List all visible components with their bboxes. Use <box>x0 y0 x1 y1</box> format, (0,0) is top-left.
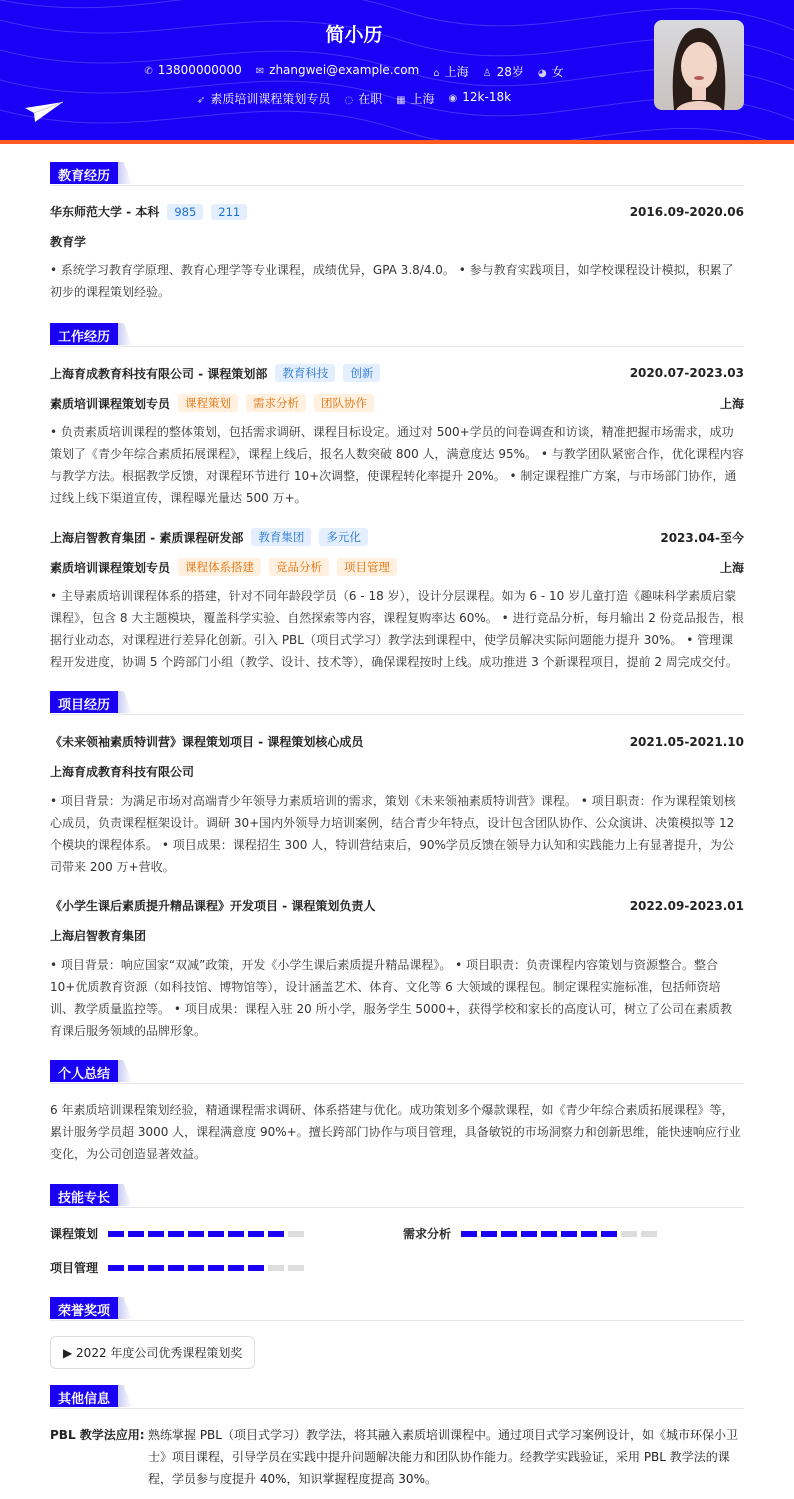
header-accent-bar <box>0 140 794 144</box>
skill-level-bar <box>461 1231 657 1237</box>
target-city: 上海 <box>410 92 435 106</box>
role: 素质培训课程策划专员 <box>50 396 171 411</box>
job-intent-row <box>0 90 708 107</box>
skill-segment <box>208 1231 224 1237</box>
section-awards: 荣誉奖项 <box>50 1297 744 1321</box>
skill-segment <box>228 1265 244 1271</box>
project-org: 上海育成教育科技有限公司 <box>50 765 195 779</box>
tag: 211 <box>211 204 247 220</box>
tag: 创新 <box>343 364 380 382</box>
other-label: PBL 教学法应用: <box>50 1428 145 1442</box>
tag: 课程体系搭建 <box>178 558 261 576</box>
skill-segment <box>148 1265 164 1271</box>
gender: 女 <box>551 65 564 79</box>
email: zhangwei@example.com <box>269 63 420 77</box>
target-job: 素质培训课程策划专员 <box>210 92 331 106</box>
tag: 课程策划 <box>178 394 238 412</box>
education-header <box>50 203 744 220</box>
skill-segment <box>481 1231 497 1237</box>
resume-header <box>0 0 794 140</box>
phone-icon: ✆ <box>144 66 153 77</box>
tag: 多元化 <box>319 528 368 546</box>
period: 2023.04-至今 <box>660 530 744 545</box>
skill-segment <box>288 1231 304 1237</box>
skill-segment <box>188 1231 204 1237</box>
skill-segment <box>188 1265 204 1271</box>
status-icon: ◌ <box>344 95 354 106</box>
contact-row <box>0 63 708 80</box>
skill-level-bar <box>108 1231 304 1237</box>
skill-segment <box>128 1265 144 1271</box>
age: 28岁 <box>496 65 524 79</box>
work-desc: • 主导素质培训课程体系的搭建，针对不同年龄段学员（6 - 18 岁），设计分层课程。如为 6 - 10 岁儿童打造《趣味科学素质启蒙课程》，包含 8 大主题模块，覆盖科学实验、自然探索等内容，课程复购率达 60%。 • 进行竞品分析，每月输出 2 份竞品报告，根据行业动态，对课程进行差异化创新。引入 PBL（项目式学习）教学法到课程中，使学员解决实际问题能力提升 30%。 • 管理课程开发进度，协调 5 个跨部门小组（教学、设计、技术等），确保课程按时上线。成功推进 3 个新课程项目，提前 2 周完成交付。 <box>50 589 744 669</box>
major: 教育学 <box>50 235 87 249</box>
skill-segment <box>208 1265 224 1271</box>
salary-icon: ◉ <box>448 93 458 104</box>
other-info-item <box>50 1424 744 1490</box>
tag: 项目管理 <box>337 558 397 576</box>
tag: 教育集团 <box>251 528 311 546</box>
city: 上海 <box>444 65 469 79</box>
skill-segment <box>128 1231 144 1237</box>
skill-segment <box>501 1231 517 1237</box>
job-status: 在职 <box>358 92 383 106</box>
age-icon: ♙ <box>482 68 492 79</box>
candidate-name: 简小历 <box>325 24 383 46</box>
skill-name: 课程策划 <box>50 1227 99 1241</box>
skill-segment <box>521 1231 537 1237</box>
section-summary: 个人总结 <box>50 1060 744 1084</box>
phone: 13800000000 <box>157 63 242 77</box>
mail-icon: ✉ <box>255 66 265 77</box>
section-other: 其他信息 <box>50 1385 744 1409</box>
school: 华东师范大学 - 本科 <box>50 205 160 219</box>
skill-segment <box>168 1265 184 1271</box>
skill-segment <box>108 1265 124 1271</box>
work-header <box>50 528 744 546</box>
skill-segment <box>581 1231 597 1237</box>
period: 2020.07-2023.03 <box>629 366 744 380</box>
role: 素质培训课程策划专员 <box>50 560 171 575</box>
project-org: 上海启智教育集团 <box>50 929 147 943</box>
send-icon: ➶ <box>196 95 206 106</box>
skill-segment <box>148 1231 164 1237</box>
company: 上海启智教育集团 - 素质课程研发部 <box>50 530 244 545</box>
salary: 12k-18k <box>462 90 512 104</box>
paper-plane-icon <box>25 100 65 124</box>
work-desc: • 负责素质培训课程的整体策划，包括需求调研、课程目标设定。通过对 500+学员的问卷调查和访谈，精准把握市场需求，成功策划了《青少年综合素质拓展课程》，课程上线后，报名人数突破 800 人，满意度达 95%。 • 与教学团队紧密合作，优化课程内容与教学方法。根据教学反馈，对课程环节进行 10+次调整，使课程转化率提升 20%。 • 制定课程推广方案，与市场部门协作，通过线上线下渠道宣传，课程曝光量达 500 万+。 <box>50 425 744 505</box>
skill-segment <box>641 1231 657 1237</box>
project-title: 《小学生课后素质提升精品课程》开发项目 - 课程策划负责人 <box>50 899 376 913</box>
skill-name: 项目管理 <box>50 1261 99 1275</box>
building-icon: ▦ <box>396 95 406 106</box>
section-skills: 技能专长 <box>50 1184 744 1208</box>
section-education: 教育经历 <box>50 162 744 186</box>
skill-segment <box>561 1231 577 1237</box>
skill-segment <box>288 1265 304 1271</box>
tag: 需求分析 <box>246 394 306 412</box>
project-desc: • 项目背景：响应国家“双减”政策，开发《小学生课后素质提升精品课程》。 • 项目职责：负责课程内容策划与资源整合。整合 10+优质教育资源（如科技馆、博物馆等），设计涵盖艺术、体育、文化等 6 大领域的课程包。制定课程实施标准，包括师资培训、教学质量监控等。 • 项目成果：课程入驻 20 所小学，服务学生 5000+，获得学校和家长的高度认可，树立了公司在素质教育课后服务领域的品牌形象。 <box>50 958 733 1038</box>
award-item[interactable] <box>50 1336 255 1369</box>
triangle-right-icon: ▶ <box>63 1346 77 1360</box>
work-role-row <box>50 394 744 412</box>
skill-segment <box>248 1231 264 1237</box>
skill-segment <box>541 1231 557 1237</box>
skill-name: 需求分析 <box>403 1227 452 1241</box>
skill-item <box>403 1225 657 1242</box>
tag: 团队协作 <box>314 394 374 412</box>
tag: 985 <box>167 204 203 220</box>
company: 上海育成教育科技有限公司 - 课程策划部 <box>50 366 268 381</box>
work-role-row <box>50 558 744 576</box>
award-label: 2022 年度公司优秀课程策划奖 <box>76 1346 243 1360</box>
section-work: 工作经历 <box>50 323 744 347</box>
skill-segment <box>461 1231 477 1237</box>
skill-segment <box>228 1231 244 1237</box>
period: 2016.09-2020.06 <box>629 204 744 219</box>
education-desc: • 系统学习教育学原理、教育心理学等专业课程，成绩优异，GPA 3.8/4.0。 • 参与教育实践项目，如学校课程设计模拟，积累了初步的课程策划经验。 <box>50 263 734 299</box>
home-icon: ⌂ <box>433 68 440 79</box>
project-desc: • 项目背景：为满足市场对高端青少年领导力素质培训的需求，策划《未来领袖素质特训营》课程。 • 项目职责：作为课程策划核心成员，负责课程框架设计。调研 30+国内外领导力培训案例，结合青少年特点，设计包含团队协作、公众演讲、决策模拟等 12 个模块的课程体系。 • 项目成果：课程招生 300 人，特训营结束后，90%学员反馈在领导力认知和实践能力上有显著提升，为公司带来 200 万+营收。 <box>50 794 736 874</box>
section-projects: 项目经历 <box>50 691 744 715</box>
skill-segment <box>601 1231 617 1237</box>
tag: 竞品分析 <box>269 558 329 576</box>
skill-segment <box>108 1231 124 1237</box>
project-title: 《未来领袖素质特训营》课程策划项目 - 课程策划核心成员 <box>50 735 364 749</box>
skill-segment <box>248 1265 264 1271</box>
skill-segment <box>168 1231 184 1237</box>
skill-segment <box>621 1231 637 1237</box>
skill-level-bar <box>108 1265 304 1271</box>
skill-segment <box>268 1265 284 1271</box>
work-header <box>50 364 744 382</box>
gender-icon: ◕ <box>537 68 547 79</box>
skill-segment <box>268 1231 284 1237</box>
other-text: 熟练掌握 PBL（项目式学习）教学法，将其融入素质培训课程中。通过项目式学习案例设计，如《城市环保小卫士》项目课程，引导学员在实践中提升问题解决能力和团队协作能力。经教学实践验证，采用 PBL 教学法的课程，学员参与度提升 40%，知识掌握程度提高 30%。 <box>148 1428 738 1486</box>
city: 上海 <box>719 560 744 575</box>
summary-text: 6 年素质培训课程策划经验，精通课程需求调研、体系搭建与优化。成功策划多个爆款课程，如《青少年综合素质拓展课程》等，累计服务学员超 3000 人，课程满意度 90%+。擅长跨部门协作与项目管理，具备敏锐的市场洞察力和创新思维，能快速响应行业变化，为公司创造显著效益。 <box>50 1103 741 1161</box>
period: 2022.09-2023.01 <box>629 898 744 913</box>
project-header <box>50 733 744 750</box>
period: 2021.05-2021.10 <box>629 734 744 749</box>
skill-item <box>50 1225 304 1242</box>
tag: 教育科技 <box>275 364 335 382</box>
profile-photo <box>654 20 744 110</box>
project-header <box>50 897 744 914</box>
city: 上海 <box>719 396 744 411</box>
skill-item <box>50 1259 304 1276</box>
